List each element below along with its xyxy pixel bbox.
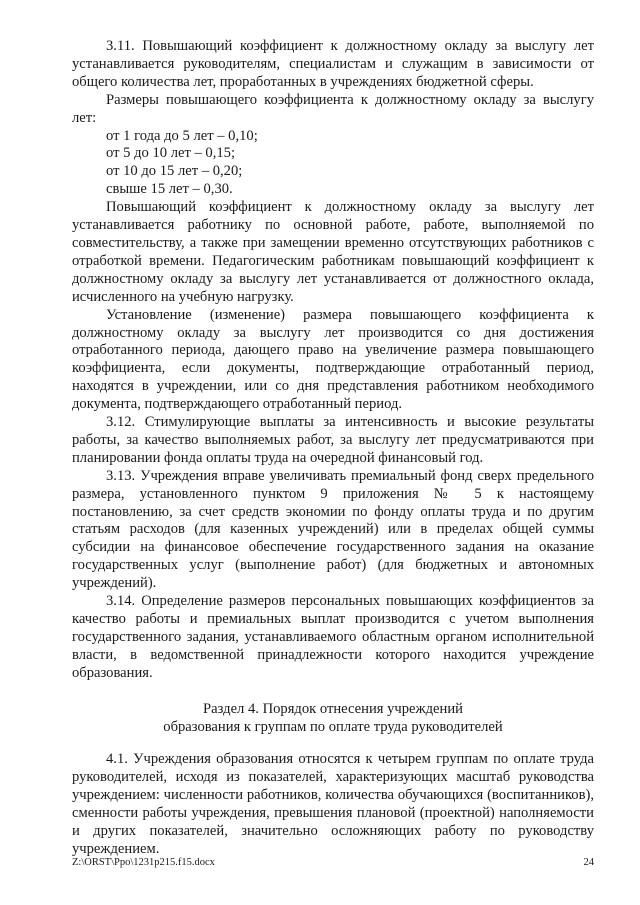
paragraph-coefficient-sizes: Размеры повышающего коэффициента к должностному окладу за выслугу лет: (72, 91, 594, 126)
section-heading-line-1: Раздел 4. Порядок отнесения учреждений (203, 700, 463, 717)
list-item: от 10 до 15 лет – 0,20; (106, 163, 243, 180)
spacer (72, 736, 594, 751)
page-number: 24 (583, 857, 594, 868)
paragraph-3-12: 3.12. Стимулирующие выплаты за интенсивность и высокие результаты работы, за качество выполняемых работ, за выслугу лет предусматриваются при планировании фонда оплаты труда на очередной финансовый год. (72, 414, 594, 466)
spacer (72, 683, 594, 701)
paragraph-3-11: 3.11. Повышающий коэффициент к должностному окладу за выслугу лет устанавливается руководителям, специалистам и служащим в зависимости от общего количества лет, проработанных в учреждениях бюджетной сферы. (72, 38, 594, 90)
list-item: от 1 года до 5 лет – 0,10; (106, 127, 258, 144)
paragraph-coefficient-change: Установление (изменение) размера повышающего коэффициента к должностному окладу за выслугу лет производится со дня достижения отработанного периода, дающего право на увеличение размера повышающего коэффициента, если документы, подтверждающие отработанный период, находятся в учреждении, или со дня представления работником необходимого документа, подтверждающего отработанный период. (72, 306, 594, 413)
list-item: свыше 15 лет – 0,30. (106, 181, 233, 198)
paragraph-coefficient-application: Повышающий коэффициент к должностному окладу за выслугу лет устанавливается работнику по основной работе, работе, выполняемой по совместительству, а также при замещении временно отсутствующих работников с отработкой времени. Педагогическим работникам повышающий коэффициент к должностному окладу за выслугу лет устанавливается от должностного оклада, исчисленного на учебную нагрузку. (72, 199, 594, 305)
page-body (72, 38, 594, 859)
paragraph-3-14: 3.14. Определение размеров персональных повышающих коэффициентов за качество работы и премиальных выплат производится с учетом выполнения государственного задания, устанавливаемого областным органом исполнительной власти, в ведомственной принадлежности которого находится учреждение образования. (72, 593, 594, 681)
paragraph-4-1: 4.1. Учреждения образования относятся к четырем группам по оплате труда руководителей, исходя из показателей, характеризующих масштаб руководства учреждением: численности работников, количества обучающихся (воспитанников), сменности работы учреждения, превышения плановой (проектной) наполняемости и других показателей, значительно осложняющих работу по руководству учреждением. (72, 751, 594, 857)
paragraph-3-13: 3.13. Учреждения вправе увеличивать премиальный фонд сверх предельного размера, установленного пунктом 9 приложения № 5 к настоящему постановлению, за счет средств экономии по фонду оплаты труда и по другим статьям расходов (для казенных учреждений) или в пределах общей суммы субсидии на финансовое обеспечение государственного задания на оказание государственных услуг (выполнение работ) (для бюджетных и автономных учреждений). (72, 467, 594, 592)
file-path: Z:\ORST\Ppo\1231p215.f15.docx (72, 857, 215, 868)
section-heading-line-2: образования к группам по оплате труда руководителей (163, 718, 503, 735)
coefficient-list (72, 128, 594, 200)
list-item: от 5 до 10 лет – 0,15; (106, 145, 236, 162)
